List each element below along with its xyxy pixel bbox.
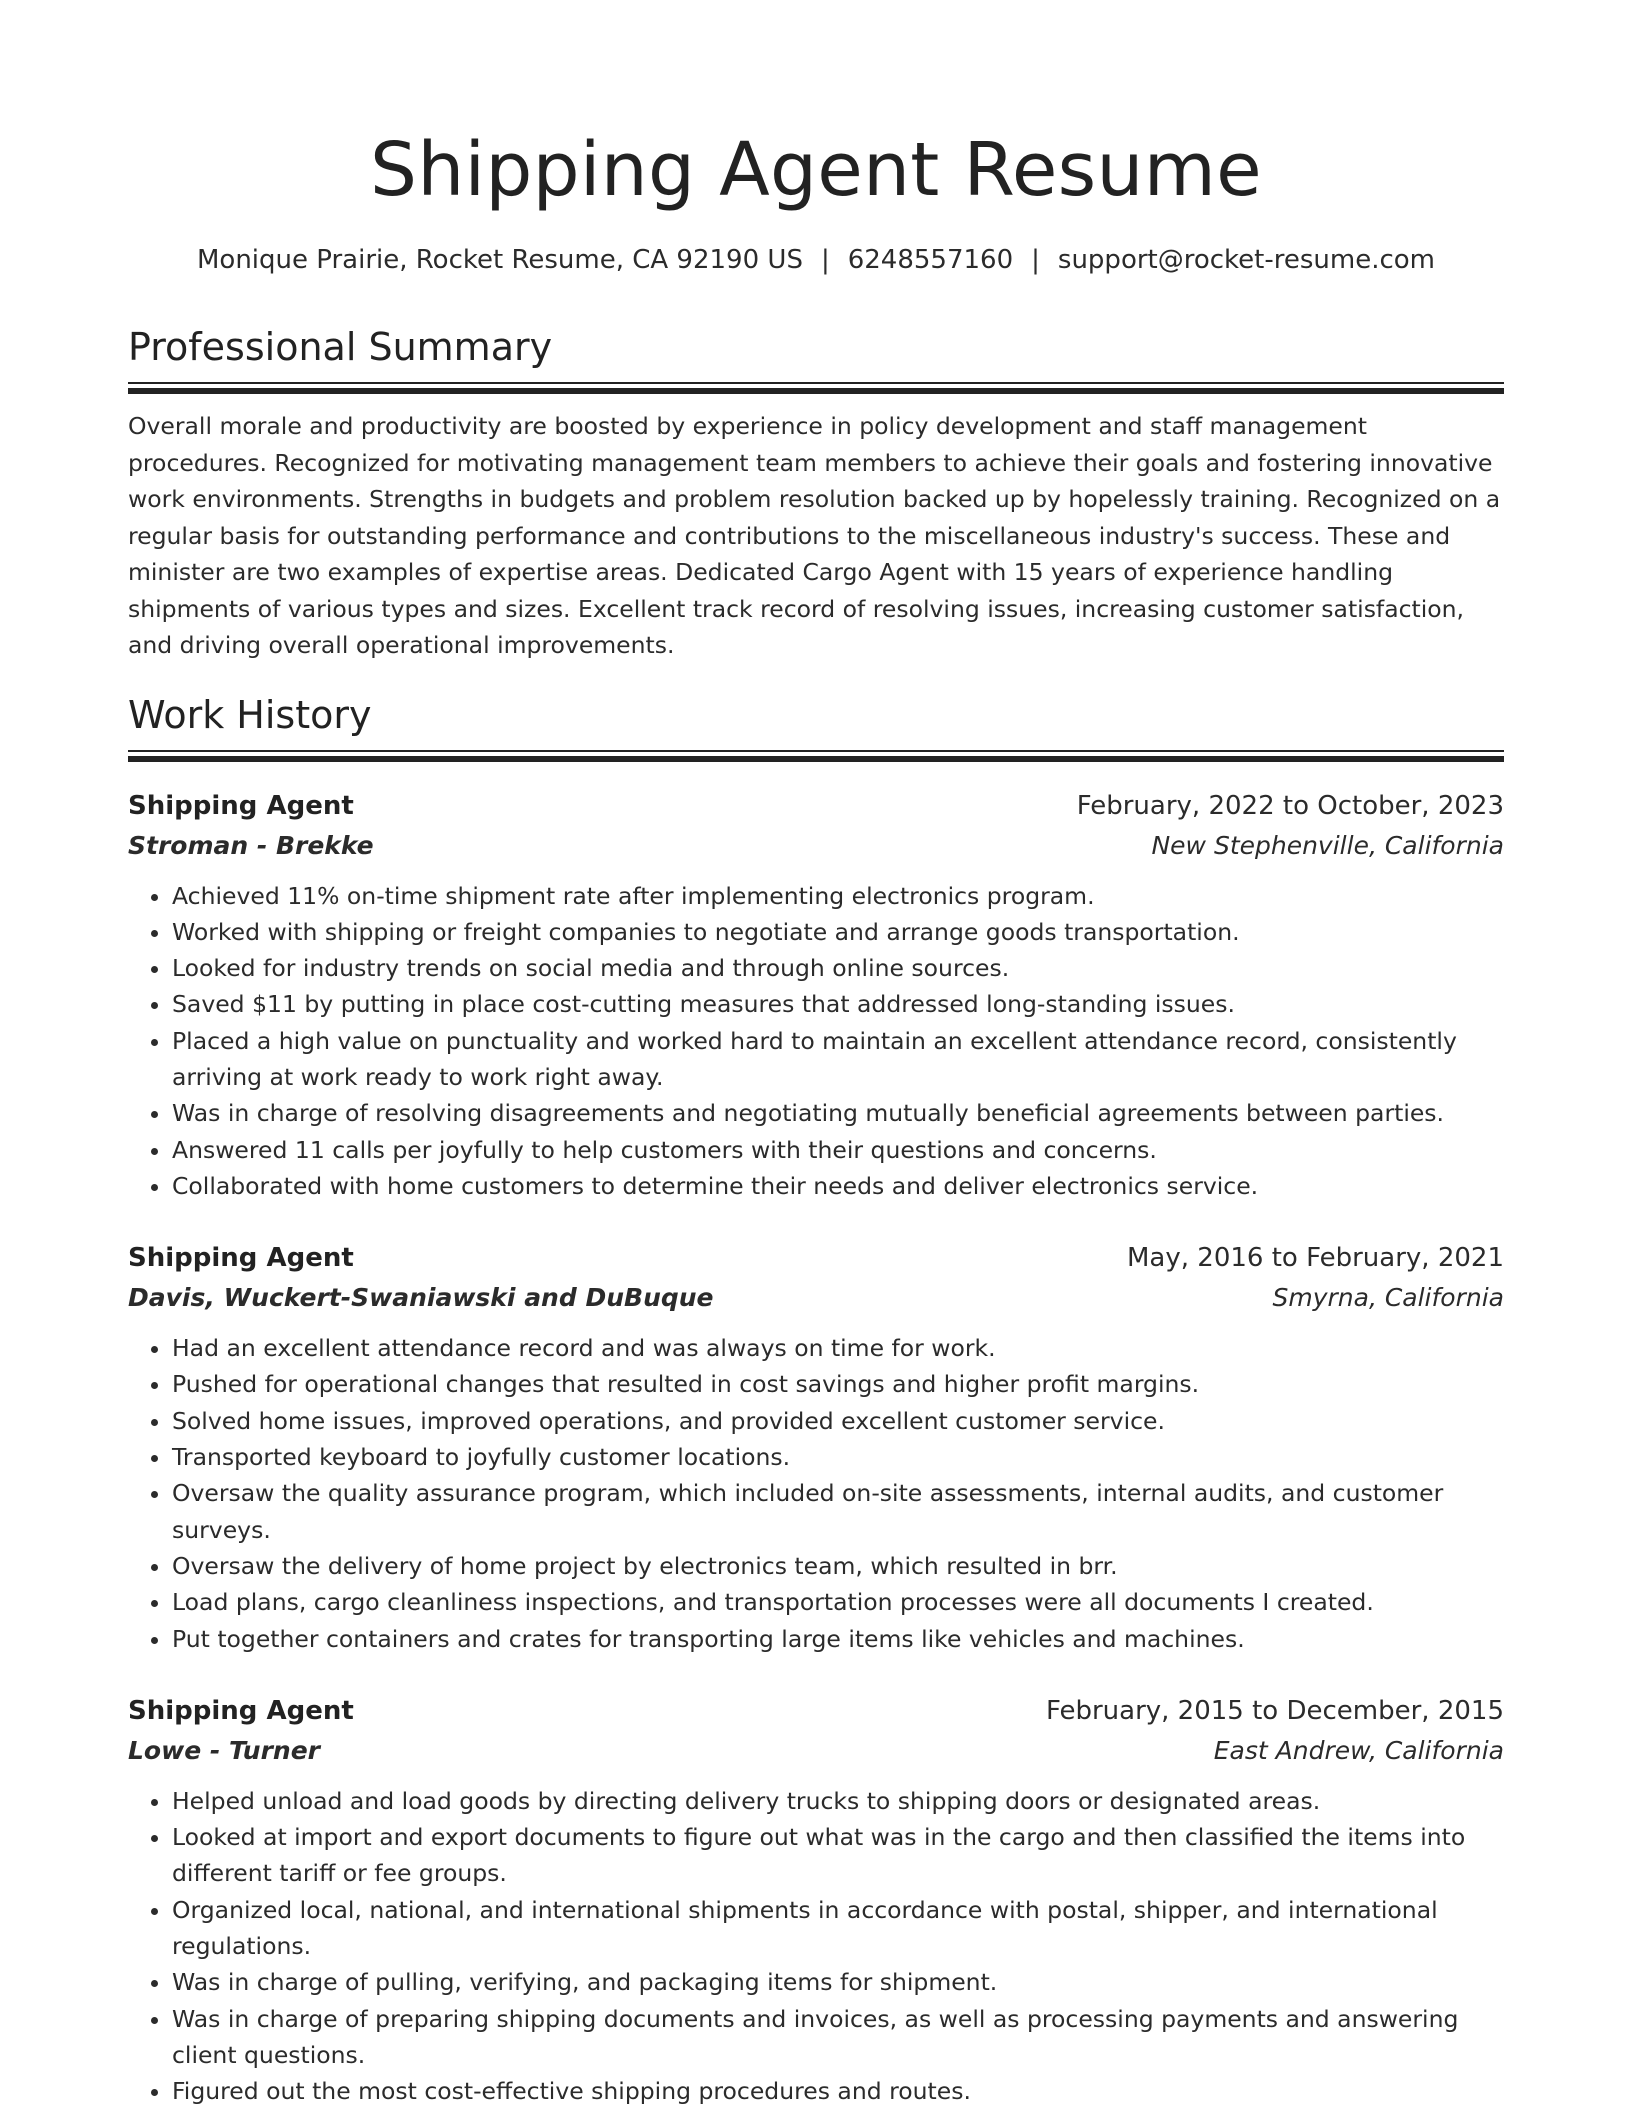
job-entry [128, 786, 1504, 1205]
job-bullets [128, 878, 1504, 1205]
contact-separator: | [1031, 245, 1040, 275]
job-bullet: • Solved home issues, improved operations, and provided excellent customer service. [172, 1403, 1504, 1439]
job-bullet: • Oversaw the quality assurance program, which included on-site assessments, internal audits, and customer surveys. [172, 1475, 1504, 1548]
job-bullet: • Transported keyboard to joyfully customer locations. [172, 1439, 1504, 1475]
job-bullet: • Helped unload and load goods by directing delivery trucks to shipping doors or designated areas. [172, 1783, 1504, 1819]
contact-separator: | [820, 245, 830, 275]
job-bullet: • Figured out the most cost-effective shipping procedures and routes. [172, 2073, 1504, 2109]
job-bullets [128, 1783, 1504, 2110]
job-title: Shipping Agent [128, 1243, 354, 1274]
job-bullet: • Saved $11 by putting in place cost-cutting measures that addressed long-standing issues. [172, 986, 1504, 1022]
job-bullet: • Organized local, national, and international shipments in accordance with postal, shipper, and international regulations. [172, 1892, 1504, 1965]
contact-phone: 6248557160 [847, 245, 1014, 275]
job-bullet: • Pushed for operational changes that resulted in cost savings and higher profit margins. [172, 1366, 1504, 1402]
job-title: Shipping Agent [128, 1695, 354, 1726]
job-location: East Andrew, California [1213, 1735, 1504, 1765]
section-divider [128, 382, 1504, 394]
job-bullet: • Placed a high value on punctuality and worked hard to maintain an excellent attendance record, consistently arriving at work ready to work right away. [172, 1023, 1504, 1096]
job-title: Shipping Agent [128, 790, 354, 821]
job-entry [128, 1691, 1504, 2110]
job-dates: February, 2022 to October, 2023 [1076, 790, 1504, 821]
job-location: Smyrna, California [1272, 1283, 1504, 1313]
job-company: Davis, Wuckert-Swaniawski and DuBuque [128, 1283, 714, 1313]
job-location: New Stephenville, California [1151, 830, 1504, 860]
work-history-section [128, 690, 1504, 2110]
job-bullet: • Oversaw the delivery of home project by electronics team, which resulted in brr. [172, 1548, 1504, 1584]
job-dates: February, 2015 to December, 2015 [1045, 1695, 1504, 1726]
job-bullet: • Achieved 11% on-time shipment rate after implementing electronics program. [172, 878, 1504, 914]
job-bullet: • Looked for industry trends on social media and through online sources. [172, 950, 1504, 986]
job-bullet: • Had an excellent attendance record and was always on time for work. [172, 1330, 1504, 1366]
job-company: Stroman - Brekke [128, 830, 374, 860]
job-bullet: • Was in charge of resolving disagreements and negotiating mutually beneficial agreements between parties. [172, 1095, 1504, 1131]
section-divider [128, 750, 1504, 762]
job-dates: May, 2016 to February, 2021 [1127, 1243, 1504, 1274]
contact-line [128, 242, 1504, 278]
summary-text: Overall morale and productivity are boosted by experience in policy development and staff management procedures. Recognized for motivating management team members to achieve their goals and fostering innovative work environments. Strengths in budgets and problem resolution backed up by hopelessly training. Recognized on a regular basis for outstanding performance and contributions to the miscellaneous industry's success. These and minister are two examples of expertise areas. Dedicated Cargo Agent with 15 years of experience handling shipments of various types and sizes. Excellent track record of resolving issues, increasing customer satisfaction, and driving overall operational improvements. [128, 412, 1501, 659]
contact-email: support@rocket-resume.com [1057, 245, 1436, 275]
job-bullet: • Was in charge of preparing shipping documents and invoices, as well as processing payments and answering client questions. [172, 2001, 1504, 2074]
job-bullet: • Put together containers and crates for transporting large items like vehicles and machines. [172, 1621, 1504, 1657]
job-company: Lowe - Turner [128, 1735, 320, 1765]
contact-address: Monique Prairie, Rocket Resume, CA 92190 US [196, 245, 803, 275]
job-bullet: • Collaborated with home customers to determine their needs and deliver electronics service. [172, 1168, 1504, 1204]
job-bullet: • Worked with shipping or freight companies to negotiate and arrange goods transportation. [172, 914, 1504, 950]
job-bullet: • Load plans, cargo cleanliness inspections, and transportation processes were all documents I created. [172, 1584, 1504, 1620]
section-heading-work-history: Work History [128, 692, 372, 737]
section-heading-summary: Professional Summary [128, 325, 553, 369]
job-entry [128, 1238, 1504, 1657]
resume-title: Shipping Agent Resume [370, 127, 1262, 213]
job-bullet: • Answered 11 calls per joyfully to help customers with their questions and concerns. [172, 1132, 1504, 1168]
job-bullet: • Was in charge of pulling, verifying, and packaging items for shipment. [172, 1964, 1504, 2000]
professional-summary-section [128, 322, 1504, 664]
job-bullets [128, 1330, 1504, 1657]
job-bullet: • Looked at import and export documents to figure out what was in the cargo and then classified the items into different tariff or fee groups. [172, 1819, 1504, 1892]
